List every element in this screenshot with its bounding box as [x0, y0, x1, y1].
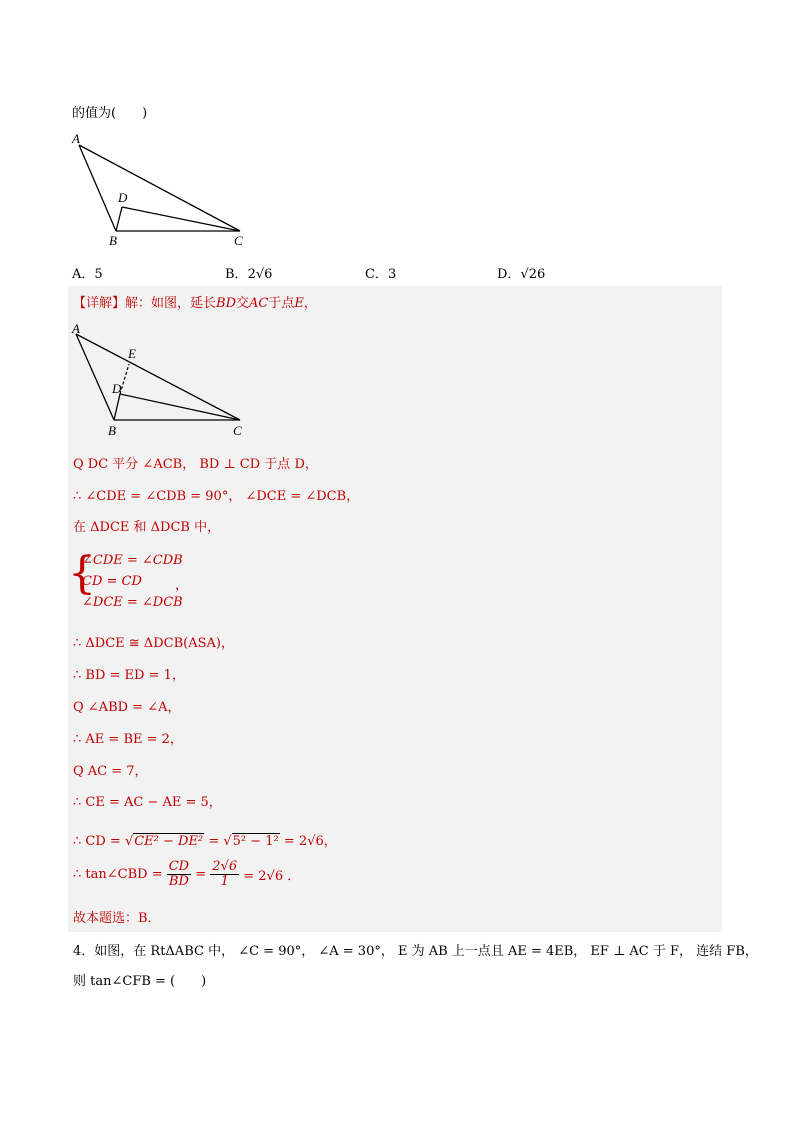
label-e: E	[128, 346, 136, 361]
solution-step: ∴ ∠CDE = ∠CDB = 90°， ∠DCE = ∠DCB，	[73, 489, 360, 504]
option-c: C．3	[365, 267, 397, 282]
question-stem-tail: 的值为( )	[72, 106, 148, 121]
solution-intro: 【详解】解：如图，延长BD交AC于点E，	[73, 296, 317, 311]
solution-step: ∴ AE = BE = 2，	[73, 732, 183, 747]
label-a: A	[72, 321, 80, 336]
system-eq-1: ∠CDE = ∠CDB	[82, 553, 183, 568]
label-a: A	[72, 131, 80, 146]
label-c: C	[233, 423, 242, 438]
label-c: C	[234, 233, 243, 248]
solution-step: ∴ ΔDCE ≅ ΔDCB(ASA)，	[73, 636, 234, 651]
solution-step: Q AC = 7，	[73, 764, 148, 779]
label-b: B	[108, 423, 116, 438]
system-brace: {	[68, 548, 96, 599]
option-b: B．2√6	[225, 267, 273, 282]
system-comma: ，	[175, 578, 189, 593]
solution-step: 在 ΔDCE 和 ΔDCB 中，	[73, 520, 221, 535]
tan-equation: ∴ tan∠CBD = $\frac{CD}{BD}$ = $\frac{2√6}{1}$ = 2√6 ．	[73, 859, 301, 889]
question-4-line-2: 则 tan∠CFB = ( )	[73, 974, 207, 989]
cd-equation: ∴ CD = √CE² − DE² = √5² − 1² = 2√6，	[73, 834, 337, 849]
option-d: D．√26	[497, 267, 546, 282]
system-eq-3: ∠DCE = ∠DCB	[82, 595, 183, 610]
label-b: B	[109, 233, 117, 248]
question-4-line-1: 4．如图，在 RtΔABC 中， ∠C = 90°， ∠A = 30°， E 为 AB 上一点且 AE = 4EB， EF ⊥ AC 于 F， 连结 FB，	[73, 944, 758, 959]
label-d: D	[112, 381, 122, 396]
solution-step: ∴ BD = ED = 1，	[73, 668, 185, 683]
system-eq-2: CD = CD	[82, 574, 142, 589]
option-a: A．5	[72, 267, 103, 282]
solution-step: Q ∠ABD = ∠A，	[73, 700, 181, 715]
solution-heading: 【详解】	[73, 296, 126, 311]
triangle-figure-2	[60, 318, 260, 443]
solution-step: Q DC 平分 ∠ACB， BD ⊥ CD 于点 D，	[73, 457, 318, 472]
triangle-figure-1	[60, 128, 260, 253]
solution-step: ∴ CE = AC − AE = 5，	[73, 795, 222, 810]
solution-conclusion: 故本题选：B．	[73, 911, 161, 926]
label-d: D	[118, 190, 128, 205]
